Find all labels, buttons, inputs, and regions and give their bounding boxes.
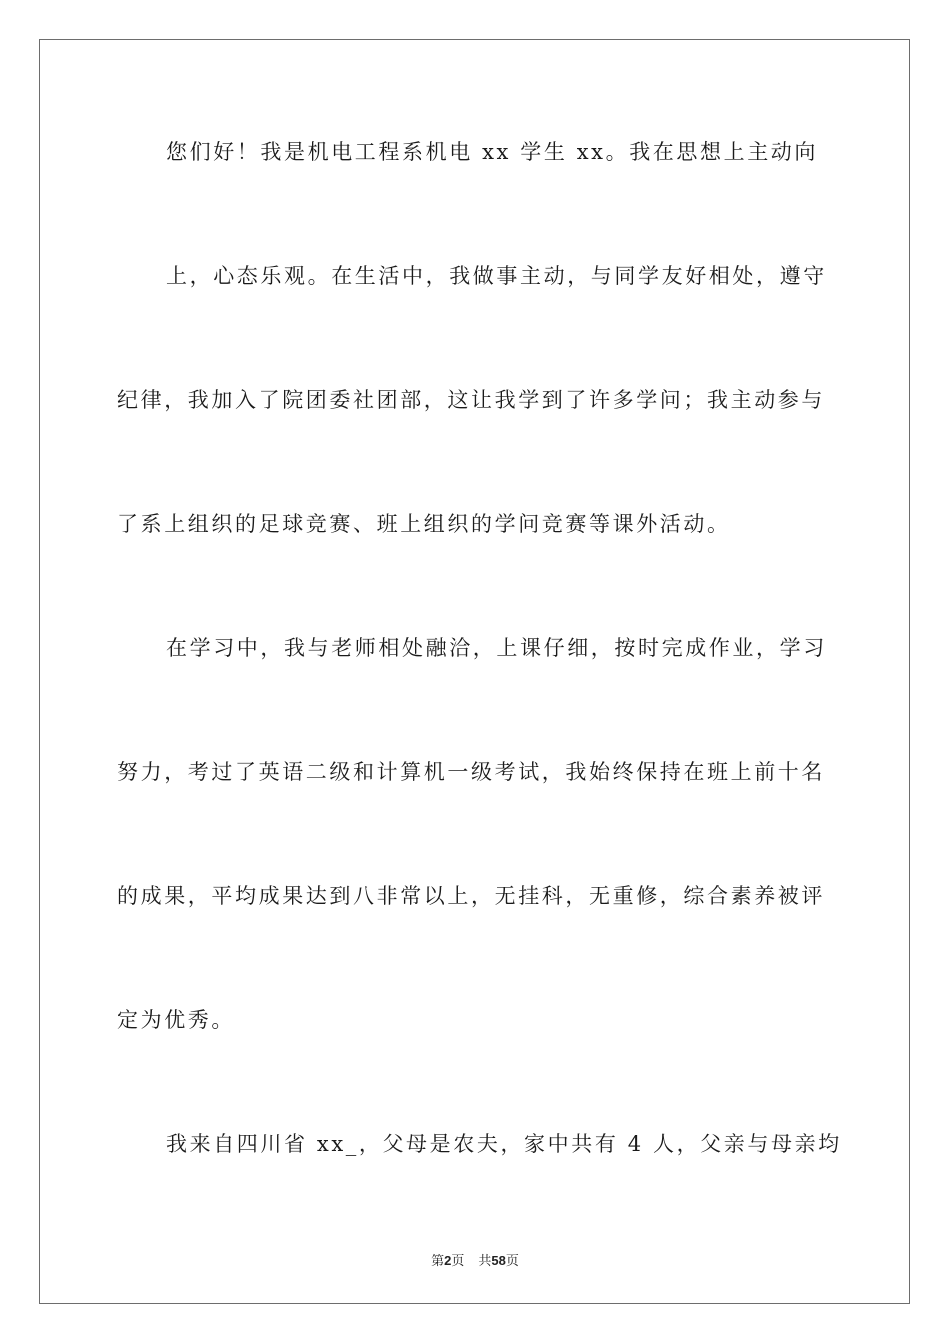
body-line-1: 您们好！我是机电工程系机电 xx 学生 xx。我在思想上主动向 bbox=[166, 140, 818, 164]
body-line-2: 上，心态乐观。在生活中，我做事主动，与同学友好相处，遵守 bbox=[166, 264, 827, 288]
body-line-5: 在学习中，我与老师相处融洽，上课仔细，按时完成作业，学习 bbox=[166, 636, 827, 660]
body-line-8: 定为优秀。 bbox=[117, 1008, 235, 1032]
footer-page-number: 2 bbox=[444, 1253, 452, 1268]
footer-page-prefix: 第 bbox=[431, 1254, 445, 1269]
body-line-9: 我来自四川省 xx_，父母是农夫，家中共有 4 人，父亲与母亲均 bbox=[166, 1132, 842, 1156]
footer-page-suffix: 页 bbox=[451, 1254, 465, 1269]
footer-total-suffix: 页 bbox=[505, 1254, 519, 1269]
body-line-6: 努力，考过了英语二级和计算机一级考试，我始终保持在班上前十名 bbox=[117, 760, 825, 784]
body-line-3: 纪律，我加入了院团委社团部，这让我学到了许多学问；我主动参与 bbox=[117, 388, 825, 412]
page-border bbox=[39, 39, 910, 1304]
page-footer bbox=[0, 1250, 950, 1269]
footer-total-prefix: 共 bbox=[478, 1254, 492, 1269]
body-line-4: 了系上组织的足球竞赛、班上组织的学问竞赛等课外活动。 bbox=[117, 512, 731, 536]
body-line-7: 的成果，平均成果达到八非常以上，无挂科，无重修，综合素养被评 bbox=[117, 884, 825, 908]
footer-total-pages: 58 bbox=[491, 1253, 506, 1268]
